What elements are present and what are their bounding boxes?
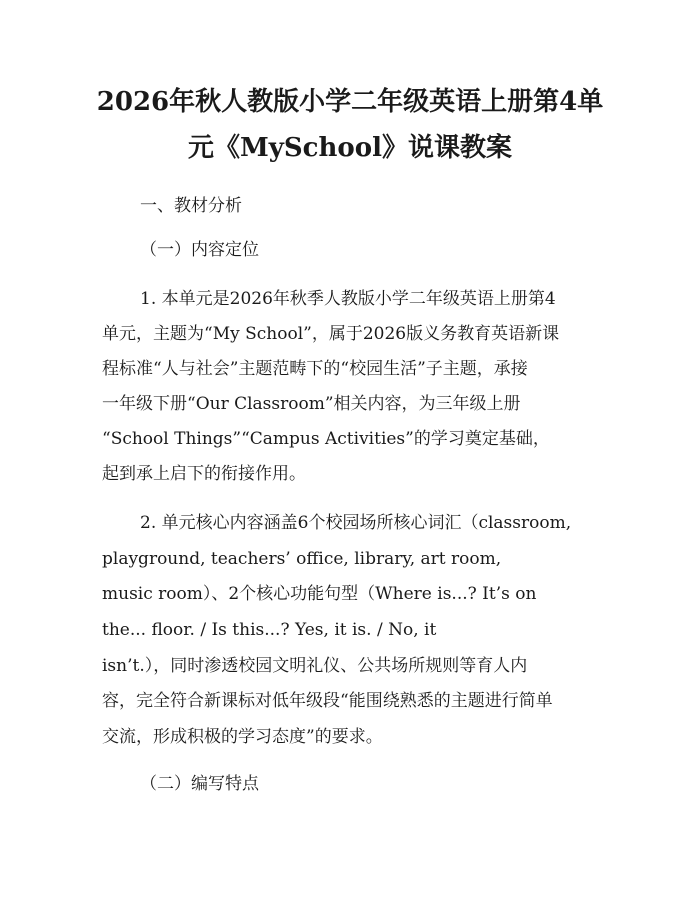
paragraph-1-line: “School Things”“Campus Activities”的学习奠定基础， — [102, 429, 550, 449]
document-title-line-1: 2026年秋人教版小学二年级英语上册第4单 — [96, 87, 604, 117]
paragraph-1-line: 1. 本单元是2026年秋季人教版小学二年级英语上册第4 — [140, 289, 556, 309]
paragraph-2-line: the... floor. / Is this...? Yes, it is. / No, it — [102, 620, 437, 640]
subsection-heading-writing-features: （二）编写特点 — [140, 774, 259, 794]
section-heading-textbook-analysis: 一、教材分析 — [140, 196, 242, 216]
document-title-line-2: 元《MySchool》说课教案 — [188, 133, 512, 163]
paragraph-1-line: 起到承上启下的衔接作用。 — [102, 464, 306, 484]
paragraph-1-line: 单元，主题为“My School”，属于2026版义务教育英语新课 — [102, 324, 560, 344]
paragraph-2-line: playground, teachers’ office, library, art room, — [102, 549, 502, 569]
paragraph-2-line: isn’t.），同时渗透校园文明礼仪、公共场所规则等育人内 — [102, 656, 528, 676]
subsection-heading-content-positioning: （一）内容定位 — [140, 240, 259, 260]
paragraph-1-line: 一年级下册“Our Classroom”相关内容，为三年级上册 — [102, 394, 521, 414]
paragraph-2-line: 交流，形成积极的学习态度”的要求。 — [102, 727, 383, 747]
paragraph-1-line: 程标准“人与社会”主题范畴下的“校园生活”子主题，承接 — [102, 359, 528, 379]
paragraph-2-line: 2. 单元核心内容涵盖6个校园场所核心词汇（classroom, — [140, 513, 572, 533]
paragraph-2-line: music room）、2个核心功能句型（Where is...? It’s on — [102, 584, 537, 604]
paragraph-2-line: 容，完全符合新课标对低年级段“能围绕熟悉的主题进行简单 — [102, 691, 553, 711]
